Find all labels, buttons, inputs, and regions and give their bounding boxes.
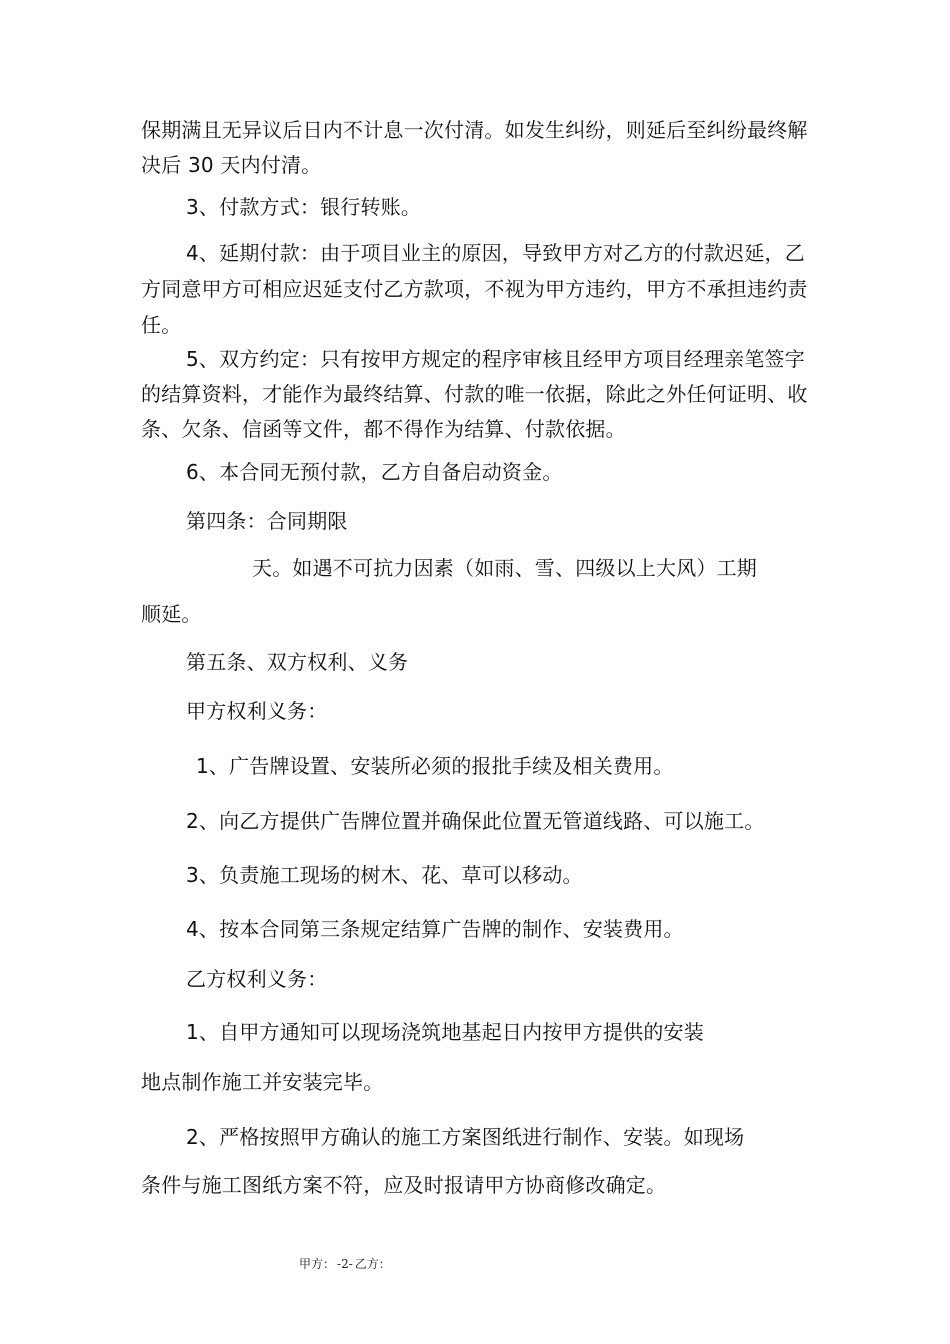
paragraph-line: 方同意甲方可相应迟延支付乙方款项，不视为甲方违约，甲方不承担违约责 (141, 277, 808, 301)
list-item-continuation: 条件与施工图纸方案不符，应及时报请甲方协商修改确定。 (141, 1173, 667, 1197)
paragraph-line: 天。如遇不可抗力因素（如雨、雪、四级以上大风）工期 (252, 556, 757, 580)
paragraph-line: 任。 (141, 313, 182, 337)
section-heading: 第五条、双方权利、义务 (186, 650, 409, 674)
list-item: 2、严格按照甲方确认的施工方案图纸进行制作、安装。如现场 (186, 1125, 745, 1149)
list-item: 2、向乙方提供广告牌位置并确保此位置无管道线路、可以施工。 (186, 809, 765, 833)
subsection-heading: 甲方权利义务： (186, 699, 328, 723)
paragraph-line: 的结算资料，才能作为最终结算、付款的唯一依据，除此之外任何证明、收 (141, 382, 808, 406)
paragraph-line: 保期满且无异议后日内不计息一次付清。如发生纠纷，则延后至纠纷最终解 (141, 118, 808, 142)
paragraph-line: 5、双方约定：只有按甲方规定的程序审核且经甲方项目经理亲笔签字 (186, 347, 805, 371)
paragraph-line: 3、付款方式：银行转账。 (186, 195, 422, 219)
list-item: 4、按本合同第三条规定结算广告牌的制作、安装费用。 (186, 917, 684, 941)
paragraph-line: 顺延。 (141, 602, 202, 626)
paragraph-line: 4、延期付款：由于项目业主的原因，导致甲方对乙方的付款迟延，乙 (186, 241, 805, 265)
paragraph-line: 条、欠条、信函等文件，都不得作为结算、付款依据。 (141, 417, 626, 441)
footer-page-number: -2- (337, 1257, 353, 1271)
list-item-continuation: 地点制作施工并安装完毕。 (141, 1070, 384, 1094)
subsection-heading: 乙方权利义务： (186, 967, 328, 991)
list-item: 3、负责施工现场的树木、花、草可以移动。 (186, 863, 583, 887)
footer-party-a: 甲方： (299, 1257, 336, 1271)
paragraph-line: 决后 30 天内付清。 (141, 153, 322, 177)
list-item: 1、自甲方通知可以现场浇筑地基起日内按甲方提供的安装 (186, 1020, 704, 1044)
list-item: 1、广告牌设置、安装所必须的报批手续及相关费用。 (196, 754, 674, 778)
section-heading: 第四条：合同期限 (186, 509, 348, 533)
page-footer (299, 1256, 393, 1272)
footer-party-b: 乙方： (354, 1257, 391, 1271)
paragraph-line: 6、本合同无预付款，乙方自备启动资金。 (186, 460, 563, 484)
